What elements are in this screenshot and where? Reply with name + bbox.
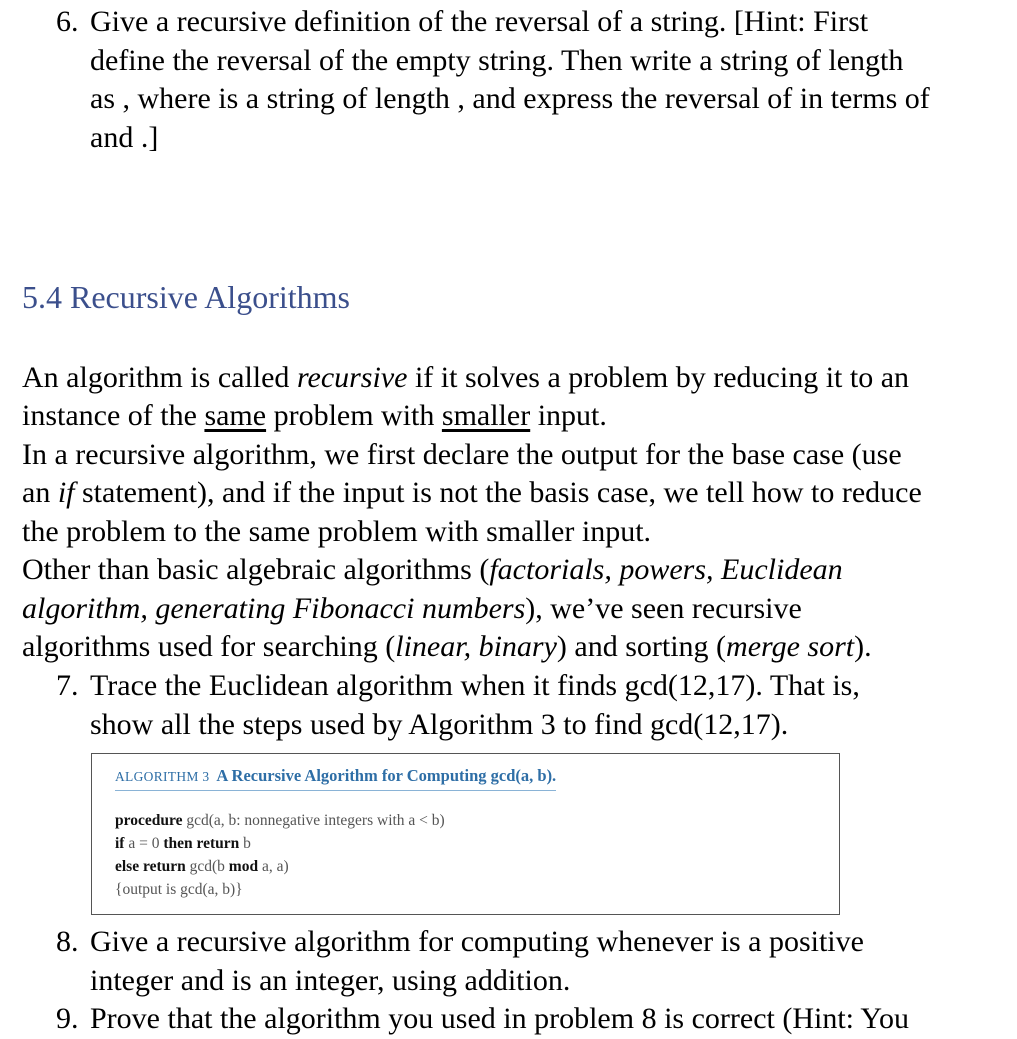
problem-text-line: and .] [90,120,159,154]
paragraph-line: Other than basic algebraic algorithms (factorials, powers, Euclidean [22,553,843,586]
paragraph-line: an if statement), and if the input is not the basis case, we tell how to reduce [22,476,922,509]
paragraph-line: algorithms used for searching (linear, binary) and sorting (merge sort). [22,630,872,663]
problem-6 [56,3,1016,157]
problem-text-line: Give a recursive definition of the reversal of a string. [Hint: First [90,5,869,38]
problem-number: 7. [56,669,79,702]
problem-text-line: as , where is a string of length , and express the reversal of in terms of [90,82,930,115]
section-heading: 5.4 Recursive Algorithms [22,279,350,315]
paragraph-line: An algorithm is called recursive if it solves a problem by reducing it to an [22,361,910,394]
paragraph-line: the problem to the same problem with smaller input. [22,515,652,548]
algorithm-title [115,766,556,791]
algorithm-box [91,753,840,915]
problem-text-line: Trace the Euclidean algorithm when it finds gcd(12,17). That is, [90,669,860,702]
paragraph-line: algorithm, generating Fibonacci numbers), we’ve seen recursive [22,592,802,625]
problem-text-line: define the reversal of the empty string. Then write a string of length [90,43,904,77]
algorithm-line: else return gcd(b mod a, a) [115,858,289,875]
problem-number: 8. [56,925,79,958]
problem-text-line: integer and is an integer, using addition. [90,963,571,997]
algorithm-line: if a = 0 then return b [115,835,251,852]
algorithm-label: ALGORITHM 3 [115,769,210,784]
problem-number: 6. [56,5,79,38]
algorithm-title-text: A Recursive Algorithm for Computing gcd(a, b). [216,766,557,785]
problem-number: 9. [56,1002,79,1035]
problem-9 [56,1000,1016,1039]
problem-text-line: Give a recursive algorithm for computing whenever is a positive [90,925,864,958]
problem-7 [56,667,1016,744]
problem-8 [56,923,1016,1000]
problem-text-line: Prove that the algorithm you used in problem 8 is correct (Hint: You [90,1002,910,1035]
algorithm-line: {output is gcd(a, b)} [115,881,243,898]
problem-text-line: show all the steps used by Algorithm 3 to find gcd(12,17). [90,707,789,741]
algorithm-line: procedure gcd(a, b: nonnegative integers with a < b) [115,812,445,829]
paragraph-line: instance of the same problem with smaller input. [22,399,607,432]
paragraph-line: In a recursive algorithm, we first declare the output for the base case (use [22,438,902,471]
